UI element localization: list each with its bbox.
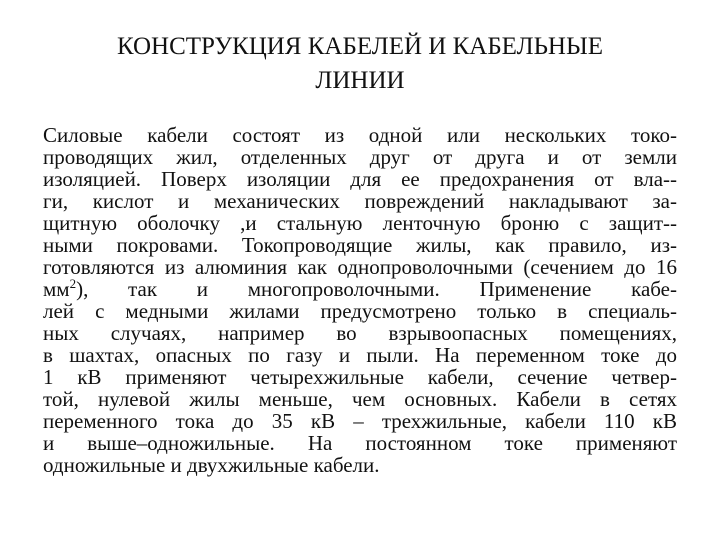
body-line: в шахтах, опасных по газу и пыли. На переменном токе до — [43, 343, 677, 367]
body-line: готовляются из алюминия как однопроволочными (сечением до 16 — [43, 255, 677, 279]
unit-mm: мм — [43, 277, 70, 301]
title-line-1: КОНСТРУКЦИЯ КАБЕЛЕЙ И КАБЕЛЬНЫЕ — [116, 33, 604, 60]
body-line: ных случаях, например во взрывоопасных помещениях, — [43, 321, 677, 345]
body-line: Силовые кабели состоят из одной или нескольких токо- — [43, 123, 677, 147]
body-line: изоляцией. Поверх изоляции для ее предохранения от вла-- — [43, 167, 677, 191]
unit-squared: 2 — [69, 276, 77, 291]
body-line: щитную оболочку ,и стальную ленточную броню с защит-- — [43, 211, 677, 235]
body-line: 1 кВ применяют четырехжильные кабели, сечение четвер- — [43, 365, 677, 389]
body-line: ги, кислот и механических повреждений накладывают за- — [43, 189, 677, 213]
body-line: и выше–одножильные. На постоянном токе применяют — [43, 431, 677, 455]
body-line: проводящих жил, отделенных друг от друга и от земли — [43, 145, 677, 169]
body-line-superscript — [43, 278, 677, 300]
body-text — [43, 124, 677, 476]
body-line-last: одножильные и двухжильные кабели. — [43, 453, 380, 477]
title-line-2: ЛИНИИ — [315, 67, 405, 94]
body-line: ными покровами. Токопроводящие жилы, как правило, из- — [43, 233, 677, 257]
body-line: лей с медными жилами предусмотрено только в специаль- — [43, 299, 677, 323]
body-line-rest: ), так и многопроволочными. Применение кабе- — [76, 277, 677, 301]
body-line: переменного тока до 35 кВ – трехжильные, кабели 110 кВ — [43, 409, 677, 433]
body-line: той, нулевой жилы меньше, чем основных. Кабели в сетях — [43, 387, 677, 411]
slide-title — [60, 30, 660, 98]
